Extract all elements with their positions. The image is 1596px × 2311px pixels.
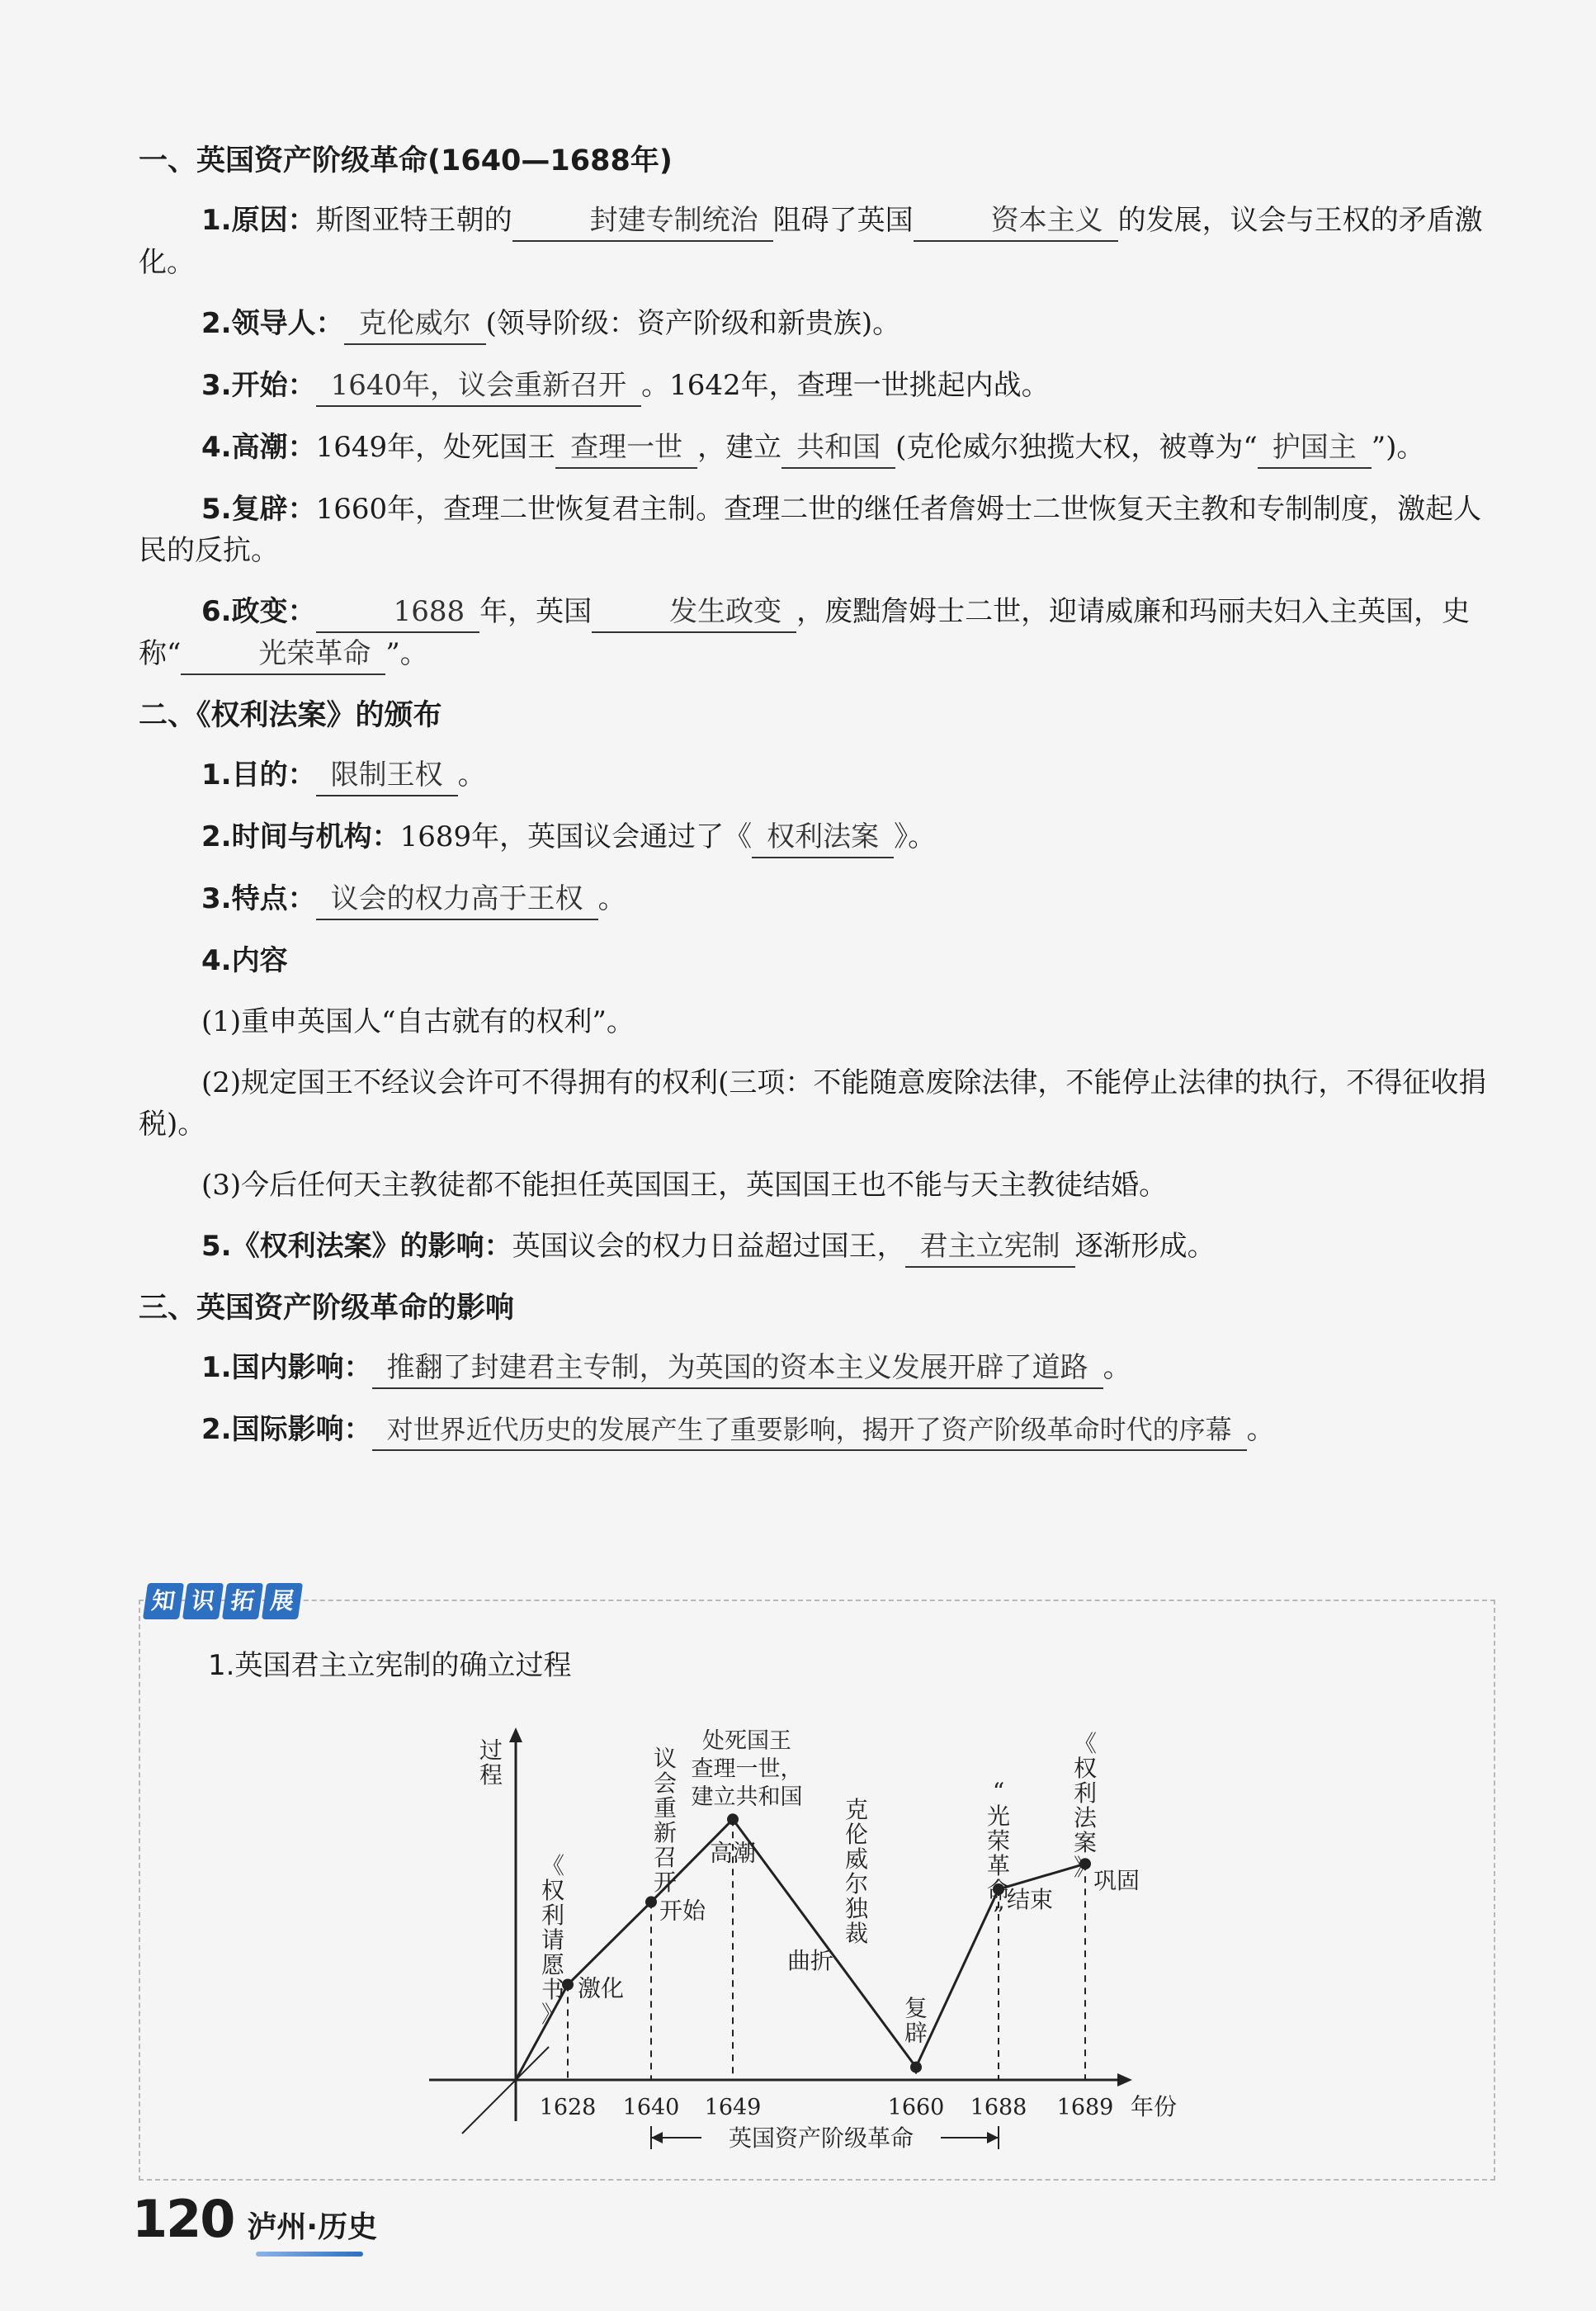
coup-line — [139, 591, 1500, 675]
event-label-char: 权 — [541, 1877, 565, 1904]
intl-line — [139, 1409, 1500, 1451]
range-arrow — [987, 2132, 999, 2143]
restore-label: 5.复辟： — [201, 493, 316, 526]
impact-text-1: 英国议会的权力日益超过国王， — [512, 1230, 905, 1263]
event-label-char: 利 — [541, 1902, 565, 1929]
event-label-char: 会 — [653, 1770, 678, 1797]
cause-label: 1.原因： — [201, 204, 316, 237]
content-item-1: (1)重申英国人“自古就有的权利”。 — [201, 1005, 635, 1038]
middle-label — [845, 1796, 870, 1947]
event-label-char: ” — [992, 1902, 1005, 1929]
intl-answer: 对世界近代历史的发展产生了重要影响，揭开了资产阶级革命时代的序幕 — [372, 1411, 1247, 1451]
climax-answer-1: 查理一世 — [555, 429, 697, 469]
y-axis-label-char: 过 — [479, 1737, 503, 1764]
domestic-answer: 推翻了封建君主专制，为英国的资本主义发展开辟了道路 — [372, 1349, 1103, 1389]
intl-text: 。 — [1246, 1413, 1275, 1446]
data-point — [645, 1896, 657, 1907]
start-line — [139, 365, 1500, 407]
footer — [132, 2189, 377, 2249]
climax-answer-2: 共和国 — [781, 429, 895, 469]
goal-answer: 限制王权 — [316, 757, 458, 796]
climax-text-1: 1649年，处死国王 — [315, 431, 556, 464]
stage-label: 激化 — [578, 1974, 625, 2002]
event-label — [1074, 1730, 1098, 1881]
x-axis-label: 年份 — [1130, 2093, 1178, 2120]
event-label-char: 荣 — [986, 1827, 1011, 1855]
middle-label-char: 尔 — [844, 1870, 869, 1897]
event-label-char: 议 — [653, 1745, 678, 1772]
x-tick-label: 1689 — [1056, 2095, 1114, 2120]
start-answer: 1640年，议会重新召开 — [316, 367, 642, 407]
time-label: 2.时间与机构： — [201, 820, 400, 853]
stage-label: 结束 — [1007, 1886, 1054, 1913]
event-label-char: 》 — [541, 2001, 565, 2028]
chart-marks — [516, 1728, 1140, 2152]
event-label-char: “ — [992, 1778, 1005, 1805]
coup-answer-1: 1688 — [316, 593, 480, 633]
event-label-char: 命 — [986, 1877, 1011, 1904]
section1-heading: 一、英国资产阶级革命(1640—1688年) — [139, 144, 673, 177]
extension-title: 1.英国君主立宪制的确立过程 — [208, 1649, 572, 1682]
event-label-char: 案 — [1073, 1829, 1098, 1856]
coup-answer-2: 发生政变 — [592, 593, 796, 633]
event-label-char: 光 — [986, 1803, 1011, 1830]
time-line — [139, 816, 1500, 858]
feature-line — [139, 878, 1500, 920]
y-axis-label-char: 程 — [479, 1761, 503, 1789]
stage-label-char: 辟 — [904, 2019, 928, 2047]
goal-text: 。 — [457, 759, 486, 792]
feature-label: 3.特点： — [201, 882, 316, 915]
start-text: 。1642年，查理一世挑起内战。 — [641, 369, 1050, 402]
domestic-text: 。 — [1103, 1351, 1131, 1384]
book-name: 泸州·历史 — [247, 2210, 378, 2244]
footer-underline — [256, 2252, 363, 2257]
diagonal-line — [462, 2047, 549, 2134]
leader-text: (领导阶级：资产阶级和新贵族)。 — [485, 307, 901, 340]
event-label — [541, 1852, 564, 2028]
section2-heading: 二、《权利法案》的颁布 — [139, 699, 442, 732]
climax-text-3: (克伦威尔独揽大权，被尊为“ — [895, 431, 1258, 464]
event-label-char: 权 — [1073, 1755, 1098, 1782]
impact-label: 5.《权利法案》的影响： — [201, 1230, 512, 1263]
climax-answer-3: 护国主 — [1258, 429, 1372, 469]
leader-line — [139, 303, 1500, 345]
x-axis-arrow — [1117, 2073, 1132, 2087]
x-tick-label: 1660 — [887, 2095, 945, 2120]
event-label-char: 书 — [541, 1976, 565, 2003]
coup-text-4: ”。 — [385, 637, 428, 670]
feature-answer: 议会的权力高于王权 — [316, 881, 598, 920]
content-item-3: (3)今后任何天主教徒都不能担任英国国王，英国国王也不能与天主教徒结婚。 — [201, 1169, 1168, 1202]
event-label-char: 革 — [986, 1852, 1011, 1879]
content-label: 4.内容 — [201, 944, 288, 977]
coup-answer-3: 光荣革命 — [181, 636, 385, 675]
event-label-char: 法 — [1073, 1804, 1098, 1831]
range-arrow — [651, 2132, 663, 2143]
content-item-2: (2)规定国王不经议会许可不得拥有的权利(三项：不能随意废除法律，不能停止法律的执行，不得征收捐税)。 — [139, 1066, 1487, 1141]
event-label: 建立共和国 — [691, 1784, 803, 1810]
section3-heading: 三、英国资产阶级革命的影响 — [139, 1292, 515, 1325]
event-label — [654, 1745, 677, 1896]
stage-label-char: 复 — [904, 1994, 928, 2022]
middle-label-char: 独 — [844, 1895, 869, 1922]
data-point — [910, 2062, 922, 2073]
y-axis-label — [479, 1737, 503, 1789]
climax-text-4: ”)。 — [1371, 431, 1425, 464]
cause-answer-2: 资本主义 — [914, 202, 1118, 242]
time-text-2: 》。 — [894, 820, 937, 853]
y-axis-arrow — [509, 1727, 522, 1742]
cause-answer-1: 封建专制统治 — [512, 202, 773, 242]
restore-text: 1660年，查理二世恢复君主制。查理二世的继任者詹姆士二世恢复天主教和专制制度，激起人民的反抗。 — [139, 493, 1482, 567]
cause-text-1: 斯图亚特王朝的 — [315, 204, 512, 237]
stage-label: 巩固 — [1093, 1867, 1140, 1895]
goal-line — [139, 754, 1500, 796]
x-tick-label: 1640 — [622, 2095, 680, 2120]
restore-line — [139, 489, 1500, 571]
event-label-char: 《 — [541, 1852, 565, 1879]
middle-label-char: 威 — [844, 1845, 869, 1873]
climax-label: 4.高潮： — [201, 431, 316, 464]
intl-label: 2.国际影响： — [201, 1413, 372, 1446]
event-label-char: 利 — [1073, 1779, 1098, 1807]
event-label-char: 请 — [541, 1926, 565, 1954]
extension-badge — [145, 1583, 300, 1619]
leader-label: 2.领导人： — [201, 307, 344, 340]
event-label-char: 愿 — [541, 1951, 565, 1978]
stage-label — [904, 1995, 928, 2047]
event-label-char: 新 — [653, 1819, 678, 1846]
coup-text-2: ，废黜詹姆士二世，迎请威廉和玛丽夫妇入主英国，史称 — [139, 595, 1471, 670]
feature-text: 。 — [597, 882, 626, 915]
main-content — [139, 140, 1500, 1471]
middle-label-char: 伦 — [844, 1821, 869, 1848]
badge-char: 识 — [182, 1583, 224, 1619]
time-text-1: 1689年，英国议会通过了《 — [399, 820, 753, 853]
middle-label-char: 裁 — [844, 1920, 869, 1947]
constitutional-monarchy-chart — [429, 1708, 1254, 2171]
page-number: 120 — [132, 2189, 234, 2249]
coup-text-1: 年，英国 — [479, 595, 593, 628]
event-label: 处死国王 — [702, 1728, 791, 1754]
x-tick-label: 1688 — [970, 2095, 1027, 2120]
stage-label: 高潮 — [709, 1839, 757, 1867]
event-label-char: 重 — [653, 1794, 678, 1822]
range-label: 英国资产阶级革命 — [728, 2124, 914, 2152]
event-label: 查理一世， — [691, 1756, 803, 1782]
goal-label: 1.目的： — [201, 759, 316, 792]
middle-label: 曲折 — [786, 1947, 834, 1974]
coup-text-3: “ — [167, 637, 182, 670]
event-label-char: 》 — [1073, 1854, 1098, 1881]
impact-text-2: 逐渐形成。 — [1074, 1230, 1216, 1263]
x-tick-label: 1628 — [539, 2095, 597, 2120]
coup-label: 6.政变： — [201, 595, 316, 628]
impact-answer: 君主立宪制 — [905, 1228, 1075, 1268]
data-point — [727, 1813, 739, 1825]
domestic-label: 1.国内影响： — [201, 1351, 372, 1384]
badge-char: 知 — [143, 1583, 184, 1619]
impact-line — [139, 1226, 1500, 1268]
x-tick-label: 1649 — [704, 2095, 762, 2120]
time-answer: 权利法案 — [752, 819, 894, 858]
cause-line — [139, 200, 1500, 283]
middle-label-char: 克 — [844, 1796, 869, 1823]
climax-line — [139, 427, 1500, 469]
event-label-char: 《 — [1073, 1730, 1098, 1757]
badge-char: 展 — [262, 1583, 303, 1619]
climax-text-2: ，建立 — [697, 431, 782, 464]
content-label-line — [139, 940, 1500, 981]
domestic-line — [139, 1347, 1500, 1389]
badge-char: 拓 — [222, 1583, 263, 1619]
event-label-char: 开 — [653, 1869, 678, 1896]
cause-text-2: 阻碍了英国 — [772, 204, 914, 237]
cause-text-3: 的发展，议会与王权的矛盾激化。 — [139, 204, 1483, 279]
stage-label: 开始 — [659, 1897, 706, 1925]
event-label-char: 召 — [653, 1844, 678, 1871]
start-label: 3.开始： — [201, 369, 316, 402]
leader-answer: 克伦威尔 — [344, 305, 486, 345]
